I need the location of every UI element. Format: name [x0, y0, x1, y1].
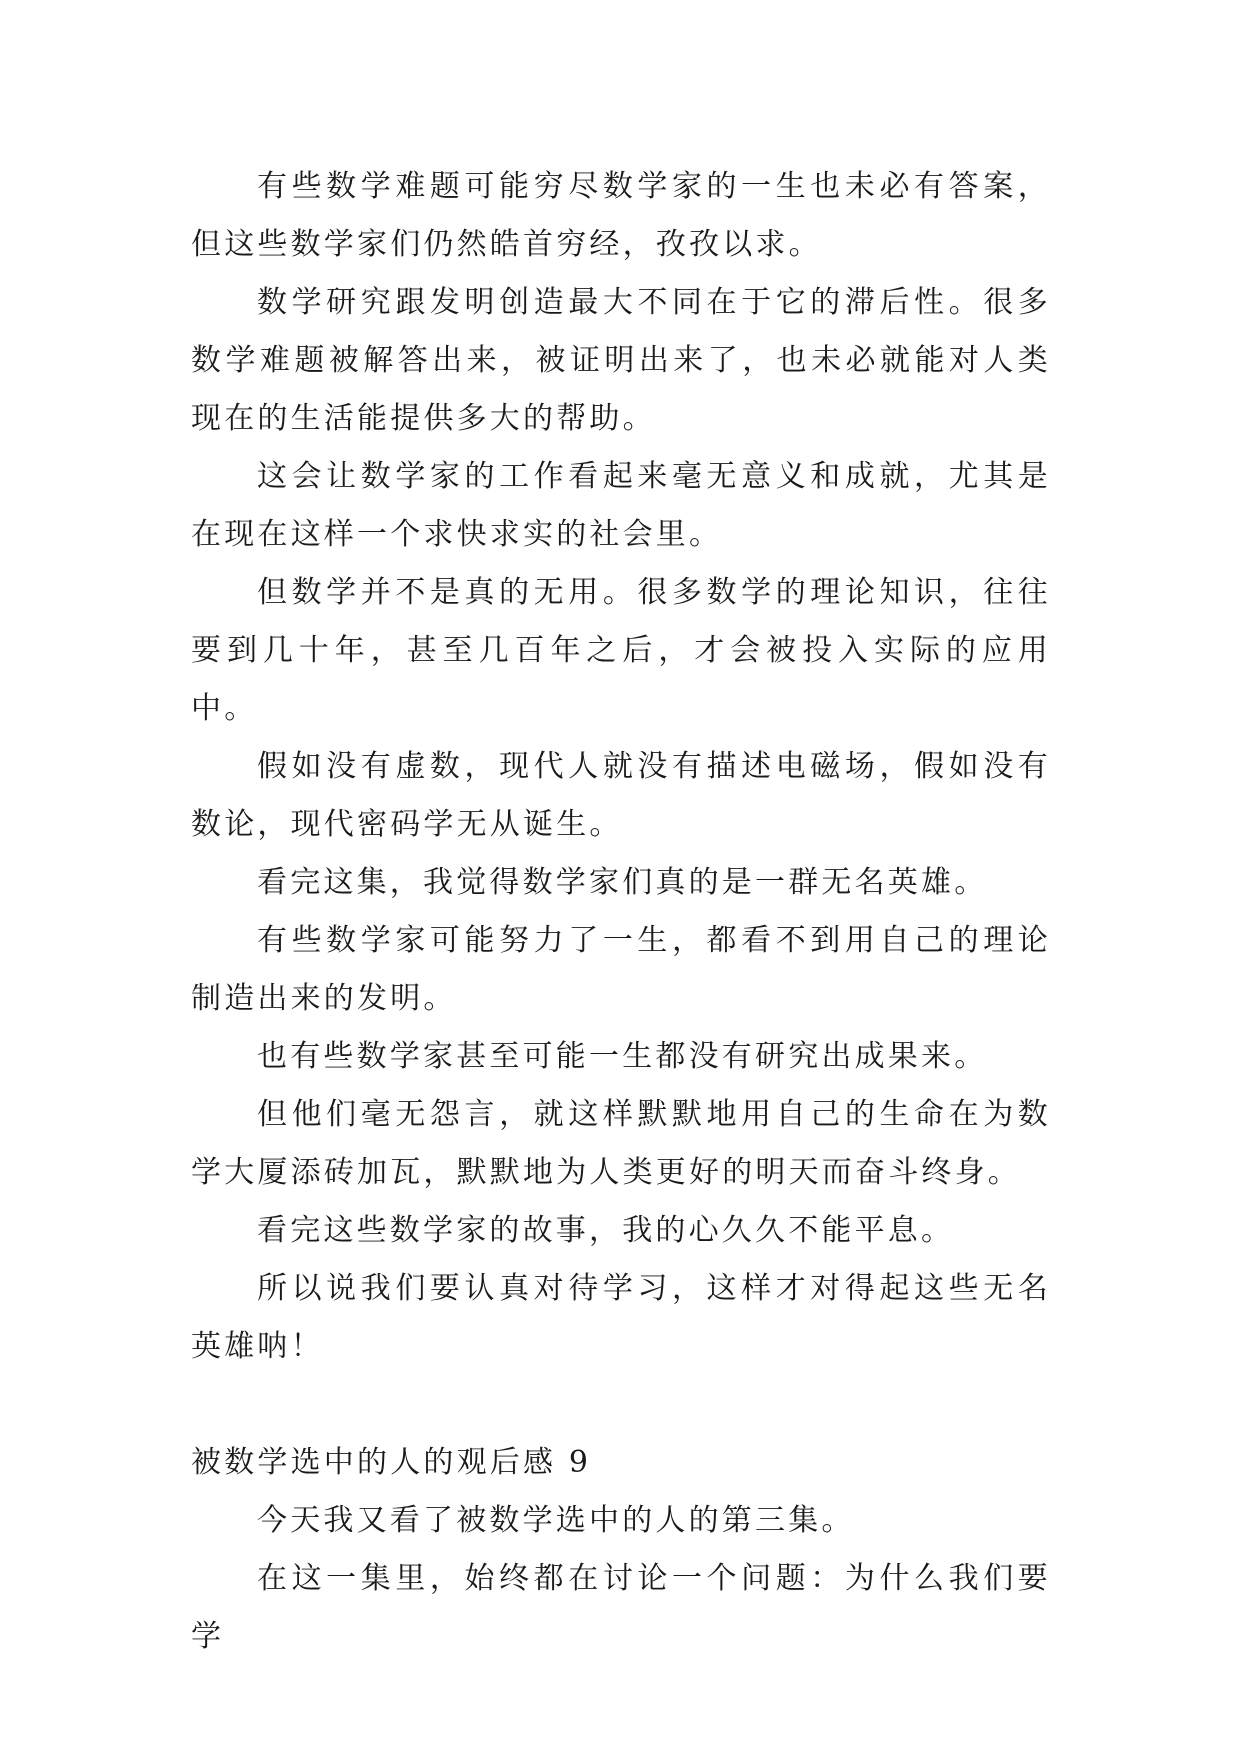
paragraph: 这会让数学家的工作看起来毫无意义和成就，尤其是在现在这样一个求快求实的社会里。: [191, 459, 1051, 552]
paragraph: 但数学并不是真的无用。很多数学的理论知识，往往要到几十年，甚至几百年之后，才会被投入实际的应用中。: [191, 575, 1051, 726]
paragraph: 有些数学家可能努力了一生，都看不到用自己的理论制造出来的发明。: [191, 923, 1051, 1016]
paragraph: 有些数学难题可能穷尽数学家的一生也未必有答案，但这些数学家们仍然皓首穷经，孜孜以求。: [191, 169, 1051, 262]
paragraph: 看完这些数学家的故事，我的心久久不能平息。: [257, 1213, 955, 1248]
paragraph: 在这一集里，始终都在讨论一个问题：为什么我们要学: [191, 1561, 1051, 1654]
paragraph: 今天我又看了被数学选中的人的第三集。: [257, 1503, 855, 1538]
section-heading: 被数学选中的人的观后感 9: [191, 1445, 592, 1480]
paragraph: 数学研究跟发明创造最大不同在于它的滞后性。很多数学难题被解答出来，被证明出来了，也未必就能对人类现在的生活能提供多大的帮助。: [191, 285, 1051, 436]
paragraph: 假如没有虚数，现代人就没有描述电磁场，假如没有数论，现代密码学无从诞生。: [191, 749, 1051, 842]
paragraph: 但他们毫无怨言，就这样默默地用自己的生命在为数学大厦添砖加瓦，默默地为人类更好的明天而奋斗终身。: [191, 1097, 1051, 1190]
document-body: [191, 158, 1051, 1666]
paragraph: 看完这集，我觉得数学家们真的是一群无名英雄。: [257, 865, 988, 900]
paragraph: 所以说我们要认真对待学习，这样才对得起这些无名英雄呐！: [191, 1271, 1051, 1364]
paragraph: 也有些数学家甚至可能一生都没有研究出成果来。: [257, 1039, 988, 1074]
